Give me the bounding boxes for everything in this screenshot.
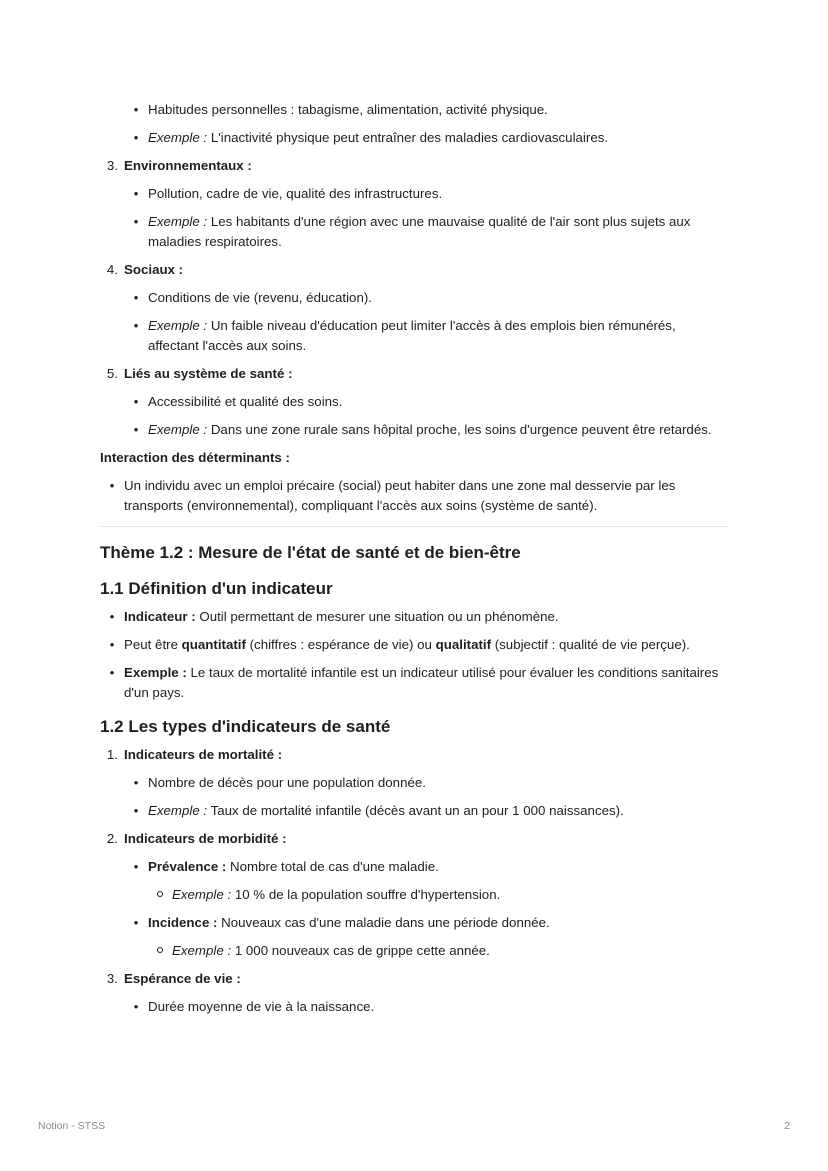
bullet-marker: • (133, 102, 139, 117)
list-number: 1. (106, 747, 118, 762)
list-item (100, 288, 728, 308)
term-label: qualitatif (435, 637, 492, 652)
list-item-text: Nombre total de cas d'une maladie. (226, 859, 439, 874)
circle-bullet-marker (152, 941, 168, 961)
numbered-item-systeme-sante (100, 364, 728, 384)
list-item-title: Indicateurs de morbidité : (124, 831, 287, 846)
interaction-title: Interaction des déterminants : (100, 450, 290, 465)
section-heading-1-2: 1.2 Les types d'indicateurs de santé (100, 717, 391, 736)
term-label: Incidence : (148, 915, 218, 930)
circle-bullet-marker (152, 885, 168, 905)
list-item-text: Pollution, cadre de vie, qualité des infrastructures. (148, 186, 443, 201)
bullet-marker: • (133, 130, 139, 145)
list-item-text: Outil permettant de mesurer une situation ou un phénomène. (195, 609, 559, 624)
list-item (100, 885, 728, 905)
list-item (100, 316, 728, 356)
list-item-text: L'inactivité physique peut entraîner des maladies cardiovasculaires. (207, 130, 609, 145)
list-number: 3. (106, 158, 118, 173)
list-item-text: Habitudes personnelles : tabagisme, alimentation, activité physique. (148, 102, 548, 117)
list-item (100, 997, 728, 1017)
list-item (100, 941, 728, 961)
divider (100, 526, 728, 527)
section-heading-1-1: 1.1 Définition d'un indicateur (100, 579, 333, 598)
term-label: Prévalence : (148, 859, 227, 874)
list-item-text: Peut être (124, 637, 182, 652)
list-item-text: Le taux de mortalité infantile est un indicateur utilisé pour évaluer les conditions sanitaires d'un pays. (124, 665, 719, 700)
list-item-text: (subjectif : qualité de vie perçue). (491, 637, 690, 652)
bullet-marker: • (133, 999, 139, 1014)
list-item-text: Durée moyenne de vie à la naissance. (148, 999, 375, 1014)
list-item (100, 392, 728, 412)
list-item (100, 857, 728, 877)
bullet-marker: • (109, 637, 115, 652)
bullet-marker: • (133, 859, 139, 874)
list-item-text: 10 % de la population souffre d'hypertension. (231, 887, 501, 902)
list-item-text: Les habitants d'une région avec une mauvaise qualité de l'air sont plus sujets aux maladies respiratoires. (148, 214, 691, 249)
list-item-text: Un individu avec un emploi précaire (social) peut habiter dans une zone mal desservie par les transports (environnemental), compliquant l'accès aux soins (système de santé). (124, 478, 676, 513)
list-item (100, 773, 728, 793)
numbered-item-sociaux (100, 260, 728, 280)
list-item (100, 100, 728, 120)
bullet-marker: • (109, 478, 115, 493)
example-label: Exemple : (148, 130, 208, 145)
list-item-title: Espérance de vie : (124, 971, 241, 986)
example-label: Exemple : (148, 318, 208, 333)
list-item (100, 476, 728, 516)
list-item-title: Indicateurs de mortalité : (124, 747, 283, 762)
theme-heading: Thème 1.2 : Mesure de l'état de santé et de bien-être (100, 543, 521, 562)
numbered-item-environnementaux (100, 156, 728, 176)
list-item (100, 663, 728, 703)
list-item-title: Sociaux : (124, 262, 184, 277)
list-item (100, 128, 728, 148)
bullet-marker: • (133, 803, 139, 818)
bullet-marker: • (133, 214, 139, 229)
list-number: 2. (106, 831, 118, 846)
bullet-marker: • (109, 609, 115, 624)
list-item (100, 420, 728, 440)
document-page (100, 100, 728, 1025)
example-label: Exemple : (148, 803, 208, 818)
bullet-marker: • (109, 665, 115, 680)
list-item-text: Taux de mortalité infantile (décès avant un an pour 1 000 naissances). (207, 803, 624, 818)
page-number: 2 (784, 1120, 790, 1132)
list-item-text: Dans une zone rurale sans hôpital proche, les soins d'urgence peuvent être retardés. (207, 422, 712, 437)
bullet-marker: • (133, 290, 139, 305)
footer-source: Notion - STSS (38, 1120, 106, 1132)
list-number: 5. (106, 366, 118, 381)
list-item (100, 801, 728, 821)
numbered-item-esperance-vie (100, 969, 728, 989)
list-item-text: Nouveaux cas d'une maladie dans une période donnée. (217, 915, 550, 930)
list-item-text: 1 000 nouveaux cas de grippe cette année. (231, 943, 490, 958)
list-item (100, 635, 728, 655)
list-item-text: Conditions de vie (revenu, éducation). (148, 290, 372, 305)
bullet-marker: • (133, 775, 139, 790)
list-item-text: Accessibilité et qualité des soins. (148, 394, 343, 409)
term-label: Exemple : (124, 665, 187, 680)
term-label: Indicateur : (124, 609, 196, 624)
list-number: 3. (106, 971, 118, 986)
bullet-marker: • (133, 915, 139, 930)
bullet-marker: • (133, 394, 139, 409)
list-item (100, 184, 728, 204)
list-item-title: Environnementaux : (124, 158, 252, 173)
example-label: Exemple : (172, 943, 232, 958)
list-item (100, 212, 728, 252)
numbered-item-morbidite (100, 829, 728, 849)
term-label: quantitatif (181, 637, 246, 652)
bullet-marker: • (133, 422, 139, 437)
bullet-marker: • (133, 186, 139, 201)
example-label: Exemple : (172, 887, 232, 902)
example-label: Exemple : (148, 214, 208, 229)
list-item-text: Nombre de décès pour une population donnée. (148, 775, 426, 790)
list-item (100, 913, 728, 933)
example-label: Exemple : (148, 422, 208, 437)
list-item-text: (chiffres : espérance de vie) ou (245, 637, 436, 652)
list-item-text: Un faible niveau d'éducation peut limiter l'accès à des emplois bien rémunérés, affectant l'accès aux soins. (148, 318, 676, 353)
bullet-marker: • (133, 318, 139, 333)
list-item-title: Liés au système de santé : (124, 366, 293, 381)
list-number: 4. (106, 262, 118, 277)
list-item (100, 607, 728, 627)
numbered-item-mortalite (100, 745, 728, 765)
